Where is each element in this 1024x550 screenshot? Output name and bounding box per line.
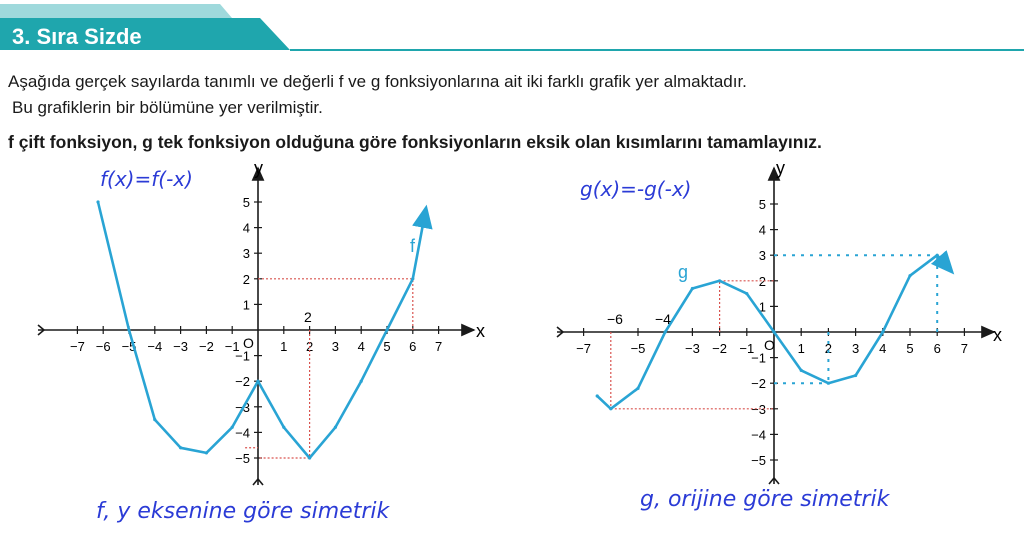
x-tick-label: 3	[851, 341, 860, 356]
y-tick-label: 4	[242, 220, 250, 236]
x-tick-label: 7	[434, 339, 443, 354]
x-tick-label: 6	[933, 341, 941, 356]
x-tick-label: 5	[383, 339, 391, 354]
data-point	[609, 407, 612, 410]
left-x-axis-label: x	[476, 321, 485, 341]
x-tick-label: 5	[906, 341, 914, 356]
data-point	[881, 330, 884, 333]
left-y-axis-label: y	[254, 158, 263, 178]
x-tick-label: 2	[824, 341, 833, 356]
left-marked-x-label: 2	[304, 309, 312, 325]
y-tick-label: 3	[242, 246, 250, 262]
x-tick-label: −1	[739, 341, 755, 356]
data-point	[596, 394, 599, 397]
intro-line-2: Bu grafiklerin bir bölümüne yer verilmiştir.	[12, 98, 323, 117]
data-point	[908, 274, 911, 277]
data-point	[854, 374, 857, 377]
y-tick-label: −4	[235, 425, 250, 441]
right-curve-label: g	[678, 262, 689, 282]
y-tick-label: −5	[751, 453, 766, 468]
y-tick-label: 1	[242, 297, 250, 313]
x-tick-label: 7	[960, 341, 969, 356]
x-tick-label: 4	[357, 339, 365, 354]
left-note-bottom: f, y eksenine göre simetrik	[96, 499, 390, 524]
x-tick-label: −2	[198, 339, 214, 354]
x-tick-label: 4	[879, 341, 887, 356]
x-tick-label: 1	[797, 341, 805, 356]
data-point	[800, 369, 803, 372]
x-tick-label: 1	[280, 339, 288, 354]
y-tick-label: −1	[751, 350, 766, 366]
y-tick-label: −5	[235, 451, 250, 466]
y-tick-label: 5	[242, 195, 250, 210]
right-origin-label: O	[764, 337, 775, 353]
x-tick-label: 3	[331, 339, 340, 354]
right-note-bottom: g, orijine göre simetrik	[640, 487, 890, 512]
y-tick-label: −1	[235, 348, 250, 364]
x-tick-label: 6	[409, 339, 417, 354]
right-marked-x-label-2: −4	[655, 311, 671, 327]
data-point	[827, 382, 830, 385]
data-point	[691, 287, 694, 290]
x-tick-label: −3	[684, 341, 700, 356]
y-tick-label: 3	[758, 248, 766, 264]
x-tick-label: −4	[147, 339, 163, 354]
x-tick-label: −2	[712, 341, 728, 356]
x-tick-label: −5	[121, 339, 137, 354]
x-tick-label: −3	[173, 339, 189, 354]
data-point	[936, 254, 939, 257]
y-tick-label: 1	[758, 299, 766, 315]
left-curve-label: f	[410, 236, 416, 256]
x-tick-label: −1	[224, 339, 240, 354]
left-note-top: f(x)=f(-x)	[100, 167, 193, 191]
y-tick-label: −3	[751, 401, 766, 417]
data-point	[772, 330, 775, 333]
left-origin-label: O	[243, 335, 254, 351]
x-tick-label: −6	[95, 339, 111, 354]
x-tick-label: 2	[305, 339, 314, 354]
intro-line-1: Aşağıda gerçek sayılarda tanımlı ve değerli f ve g fonksiyonlarına ait iki farklı grafik yer almaktadır.	[8, 72, 747, 91]
data-point	[636, 387, 639, 390]
y-tick-label: 5	[758, 197, 766, 212]
y-tick-label: 2	[242, 271, 250, 287]
task-line: f çift fonksiyon, g tek fonksiyon olduğuna göre fonksiyonların eksik olan kısımlarını tamamlayınız.	[8, 132, 822, 152]
x-tick-label: −7	[576, 341, 592, 356]
y-tick-label: −3	[235, 399, 250, 415]
y-tick-label: −2	[751, 376, 766, 392]
right-x-axis-label: x	[993, 325, 1002, 345]
section-title: 3. Sıra Sizde	[12, 24, 142, 49]
data-point	[949, 269, 952, 272]
y-tick-label: 4	[758, 222, 766, 238]
y-tick-label: −2	[235, 374, 250, 390]
right-marked-x-label-1: −6	[607, 311, 623, 327]
y-tick-label: −4	[751, 427, 766, 443]
data-point	[718, 279, 721, 282]
x-tick-label: −5	[630, 341, 646, 356]
right-note-top: g(x)=-g(-x)	[580, 177, 692, 201]
y-tick-label: 2	[758, 273, 766, 289]
data-point	[664, 330, 667, 333]
right-y-axis-label: y	[776, 158, 785, 178]
data-point	[745, 292, 748, 295]
x-tick-label: −7	[69, 339, 85, 354]
